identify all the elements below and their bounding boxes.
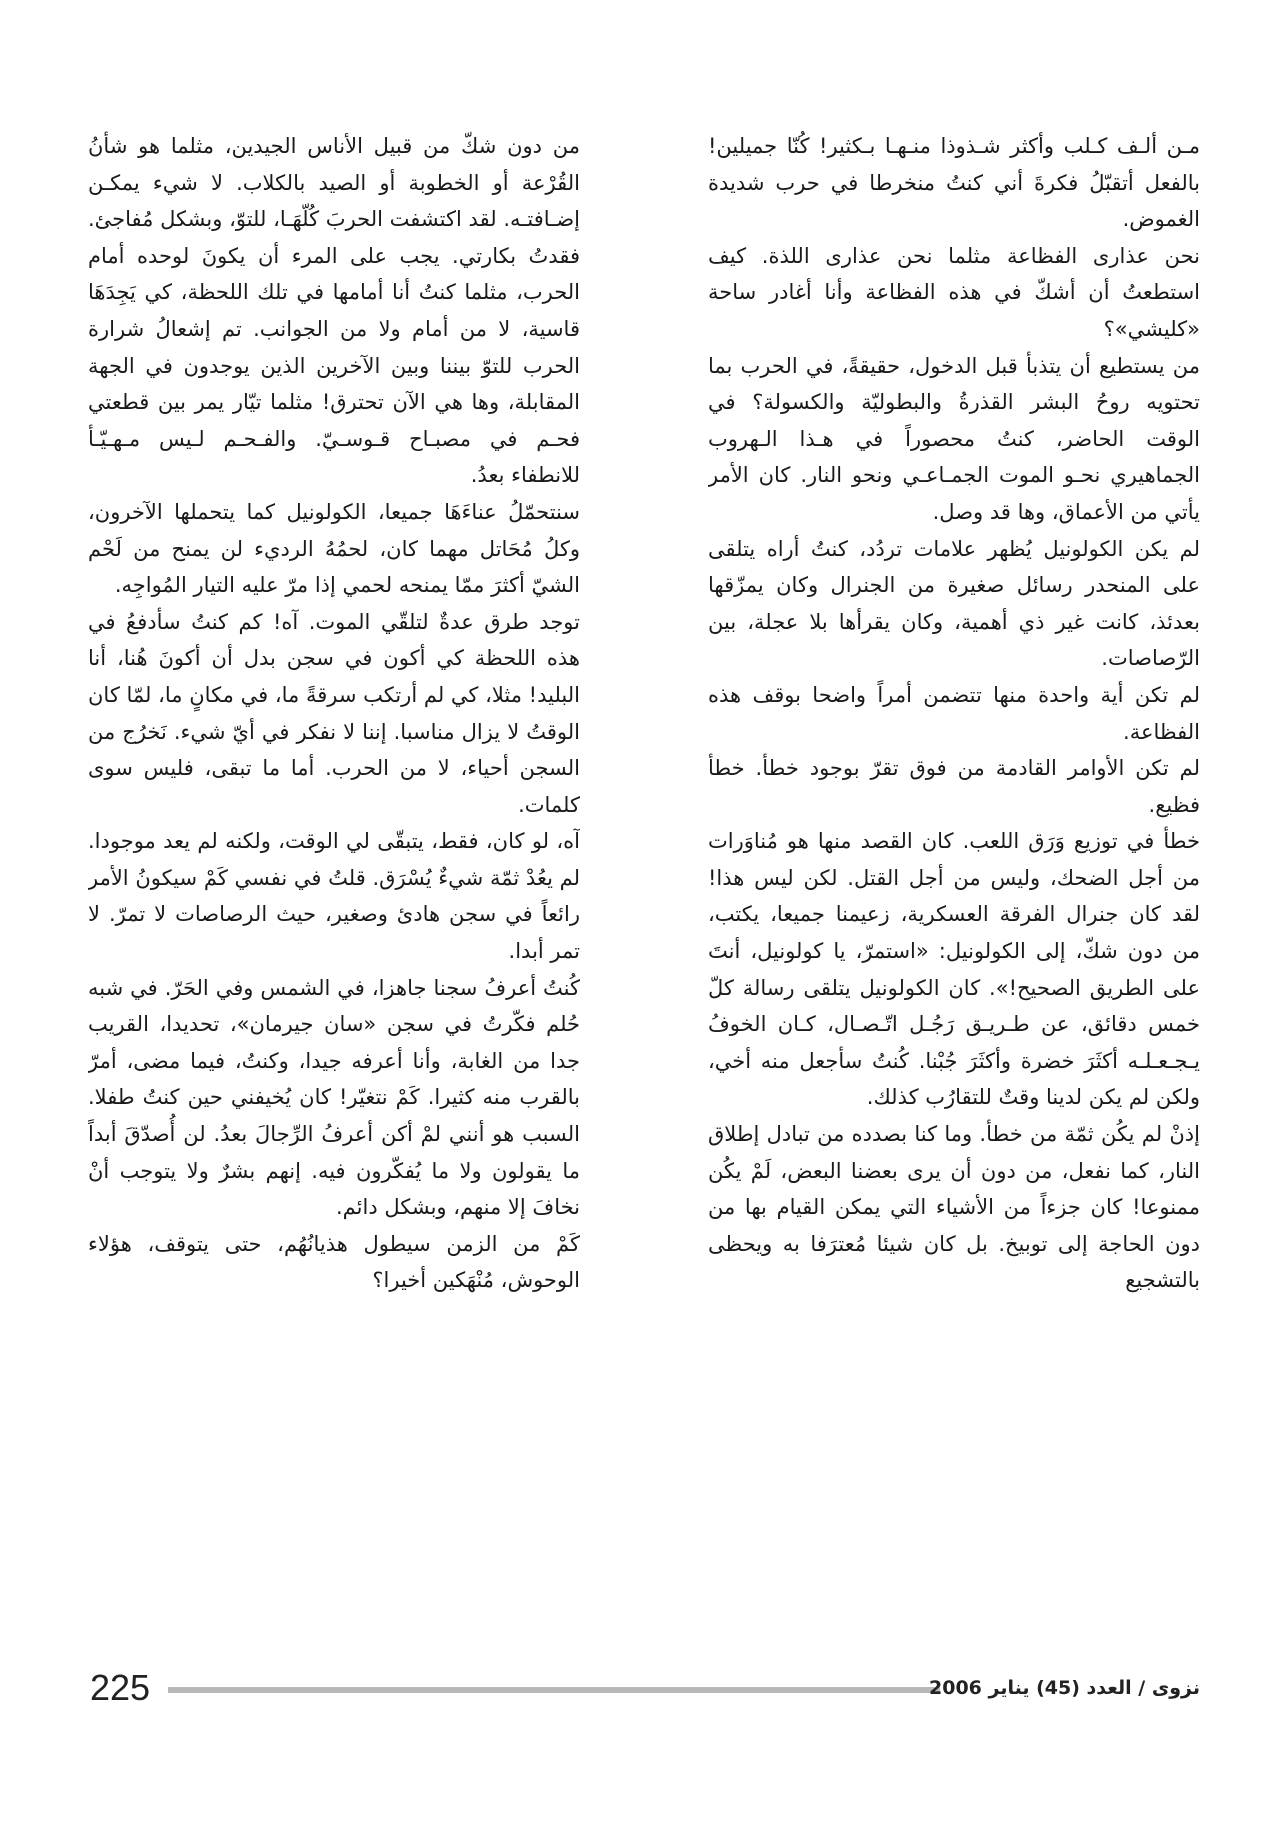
paragraph: مـن ألـف كـلب وأكثر شـذوذا منـهـا بـكثير! كُنّا جميلين! بالفعل أتقبّلُ فكرةَ أني كنتُ منخرطا في حرب شديدة الغموض. [708, 134, 1200, 232]
article-column-right [708, 128, 1200, 1598]
page-footer [0, 1668, 1288, 1708]
paragraph: من دون شكّ من قبيل الأناس الجيدين، مثلما هو شأنُ القُرْعة أو الخطوبة أو الصيد بالكلاب. لا شيء يمكـن إضـافتـه. لقد اكتشفت الحربَ كُلّهَـا، للتوّ، وبشكل مُفاجئ. فقدتُ بكارتي. يجب على المرء أن يكونَ لوحده أمام الحرب، مثلما كنتُ أنا أمامها في تلك اللحظة، كي يَجِدَهَا قاسية، لا من أمام ولا من الجوانب. تم إشعالُ شرارة الحرب للتوّ بيننا وبين الآخرين الذين يوجدون في الجهة المقابلة، وها هي الآن تحترق! مثلما تيّار يمر بين قطعتي فحـم في مصبـاح قـوسـيّ. والفـحـم لـيس مـهـيّـأ للانطفاء بعدُ. [88, 134, 580, 488]
paragraph: لم يكن الكولونيل يُظهر علامات تردُد، كنتُ أراه يتلقى على المنحدر رسائل صغيرة من الجنرال وكان يمزّقها بعدئذ، كانت غير ذي أهمية، وكان يقرأها بلا عجلة، بين الرّصاصات. [708, 536, 1200, 671]
paragraph: لم تكن الأوامر القادمة من فوق تقرّ بوجود خطأ. خطأ فظيع. [708, 756, 1200, 817]
paragraph: كَمْ من الزمن سيطول هذيانُهُم، حتى يتوقف، هؤلاء الوحوش، مُنْهَكين أخيرا؟ [88, 1231, 580, 1293]
paragraph: من يستطيع أن يتذبأ قبل الدخول، حقيقةً، في الحرب بما تحتويه روحُ البشر القذرةُ والبطوليّة والكسولة؟ في الوقت الحاضر، كنتُ محصوراً في هـذا الـهروب الجماهيري نحـو الموت الجمـاعـي ونحو النار. كان الأمر يأتي من الأعماق، وها قد وصل. [708, 353, 1200, 524]
footer-divider [168, 1687, 940, 1693]
paragraph: نحن عذارى الفظاعة مثلما نحن عذارى اللذة. كيف استطعتُ أن أشكّ في هذه الفظاعة وأنا أغادر ساحة «كليشي»؟ [708, 243, 1200, 341]
paragraph: سنتحمّلُ عناءَهَا جميعا، الكولونيل كما يتحملها الآخرون، وكلُ مُحَاتل مهما كان، لحمُهُ الرديء لن يمنح من لَحْم الشيّ أكثرَ ممّا يمنحه لحمي إذا مرّ عليه التيار المُواجِه. [88, 499, 580, 598]
paragraph: خطأ في توزيع وَرَق اللعب. كان القصد منها هو مُناوَرات من أجل الضحك، وليس من أجل القتل. لكن ليس هذا! لقد كان جنرال الفرقة العسكرية، زعيمنا جميعا، يكتب، من دون شكّ، إلى الكولونيل: «استمرّ، يا كولونيل، أنتَ على الطريق الصحيح!». كان الكولونيل يتلقى رسالة كلّ خمس دقائق، عن طـريـق رَجُـل اتّـصـال، كـان الخوفُ يـجـعـلـه أكثَرَ خضرة وأكثَرَ جُبْنا. كُنتُ سأجعل منه أخي، ولكن لم يكن لدينا وقتٌ للتقارُب كذلك. [708, 829, 1200, 1110]
page-number: 225 [90, 1667, 151, 1708]
paragraph: آه، لو كان، فقط، يتبقّى لي الوقت، ولكنه لم يعد موجودا. لم يعُدْ ثمّة شيءٌ يُسْرَق. قلتُ في نفسي كَمْ سيكونُ الأمر رائعاً في سجن هادئ وصغير، حيث الرصاصات لا تمرّ. لا تمر أبدا. [88, 829, 580, 964]
issue-info: نزوى / العدد (45) يناير 2006 [929, 1677, 1200, 1699]
article-column-left [88, 128, 580, 1598]
paragraph: لم تكن أية واحدة منها تتضمن أمراً واضحا بوقف هذه الفظاعة. [708, 682, 1200, 744]
paragraph: توجد طرق عدةٌ لتلقّي الموت. آه! كم كنتُ سأدفعُ في هذه اللحظة كي أكون في سجن بدل أن أكونَ هُنا، أنا البليد! مثلا، كي لم أرتكب سرقةً ما، في مكانٍ ما، لمّا كان الوقتُ لا يزال مناسبا. إننا لا نفكر في أيّ شيء. نَخرُج من السجن أحياء، لا من الحرب. أما ما تبقى، فليس سوى كلمات. [88, 609, 580, 817]
paragraph: كُنتُ أعرفُ سجنا جاهزا، في الشمس وفي الحَرّ. في شبه حُلم فكّرتُ في سجن «سان جيرمان»، تحديدا، القريب جدا من الغابة، وأنا أعرفه جيدا، وكنتُ، فيما مضى، أمرّ بالقرب منه كثيرا. كَمْ نتغيّر! كان يُخيفني حين كنتُ طفلا. السبب هو أنني لمْ أكن أعرفُ الرِّجالَ بعدُ. لن أُصدّقَ أبداً ما يقولون ولا ما يُفكّرون فيه. إنهم بشرٌ ولا يتوجب أنْ نخافَ إلا منهم، وبشكل دائم. [88, 975, 580, 1220]
paragraph: إذنْ لم يكُن ثمّة من خطأ. وما كنا بصدده من تبادل إطلاق النار، كما نفعل، من دون أن يرى بعضنا البعض، لَمْ يكُن ممنوعا! كان جزءاً من الأشياء التي يمكن القيام بها من دون الحاجة إلى توبيخ. بل كان شيئا مُعترَفا به ويحظى بالتشجيع [708, 1122, 1200, 1293]
